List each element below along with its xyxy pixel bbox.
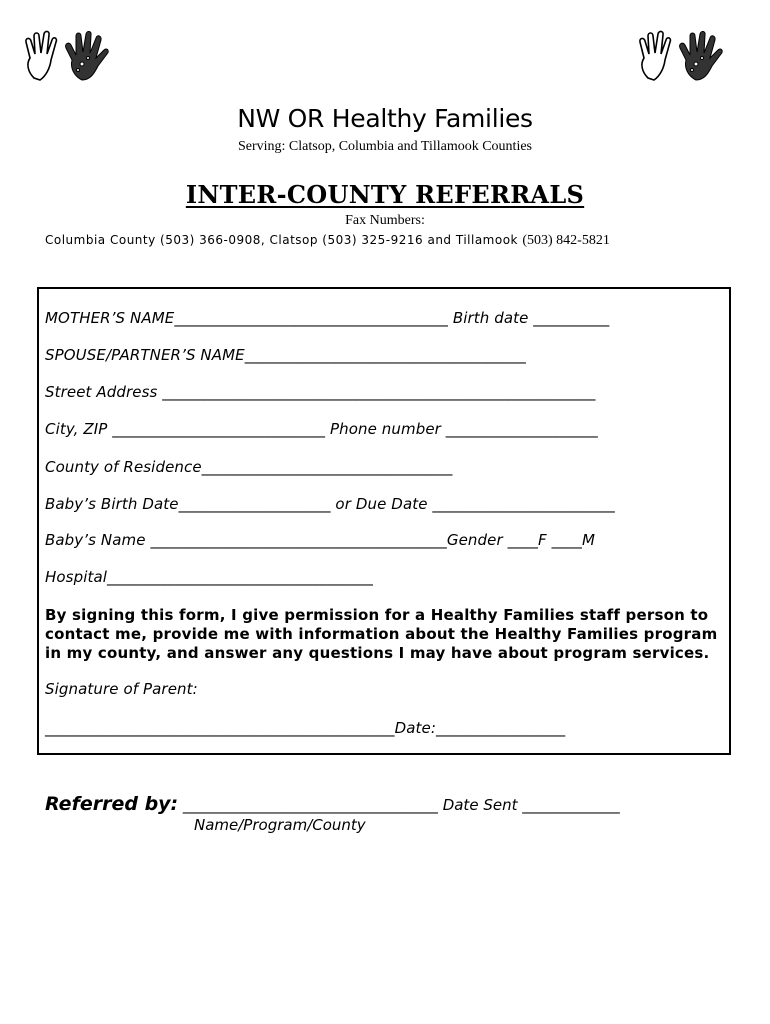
fax-numbers-label: Fax Numbers: xyxy=(345,213,425,228)
hospital-field[interactable]: Hospital___________________________________ xyxy=(45,568,374,586)
handprints-icon xyxy=(20,28,112,86)
signature-label: Signature of Parent: xyxy=(45,680,198,698)
referred-by-date-sent-field[interactable]: __________________________________ Date Sent _____________ xyxy=(178,796,620,814)
consent-statement: By signing this form, I give permission for a Healthy Families staff person to contact me, provide me with information about the Healthy Families program in my county, and answer any questions I may have about program services. xyxy=(45,606,718,662)
mother-name-field[interactable]: MOTHER’S NAME____________________________________ Birth date __________ xyxy=(45,309,610,327)
referred-by-row[interactable] xyxy=(45,793,620,815)
street-address-field[interactable]: Street Address _________________________________________________________ xyxy=(45,383,596,401)
city-zip-phone-field[interactable]: City, ZIP ____________________________ Phone number ____________________ xyxy=(45,420,598,438)
spouse-name-field[interactable]: SPOUSE/PARTNER’S NAME_____________________________________ xyxy=(45,346,526,364)
organization-title: NW OR Healthy Families xyxy=(237,104,533,133)
serving-counties: Serving: Clatsop, Columbia and Tillamook Counties xyxy=(237,139,532,154)
baby-name-gender-field[interactable]: Baby’s Name _______________________________________Gender ____F ____M xyxy=(45,531,596,549)
handprints-icon xyxy=(634,28,726,86)
fax-numbers-line xyxy=(45,233,610,249)
fax-numbers-text: Columbia County (503) 366-0908, Clatsop (503) 325-9216 and Tillamook xyxy=(45,233,523,247)
fax-number-tillamook: (503) 842-5821 xyxy=(522,233,610,248)
county-of-residence-field[interactable]: County of Residence_________________________________ xyxy=(45,458,453,476)
document-heading: INTER-COUNTY REFERRALS xyxy=(185,180,585,209)
signature-date-field[interactable]: ______________________________________________Date:_________________ xyxy=(45,719,566,737)
name-program-county-label: Name/Program/County xyxy=(194,816,366,834)
baby-birth-due-date-field[interactable]: Baby’s Birth Date____________________ or Due Date ________________________ xyxy=(45,495,615,513)
referred-by-label: Referred by: xyxy=(45,793,179,815)
